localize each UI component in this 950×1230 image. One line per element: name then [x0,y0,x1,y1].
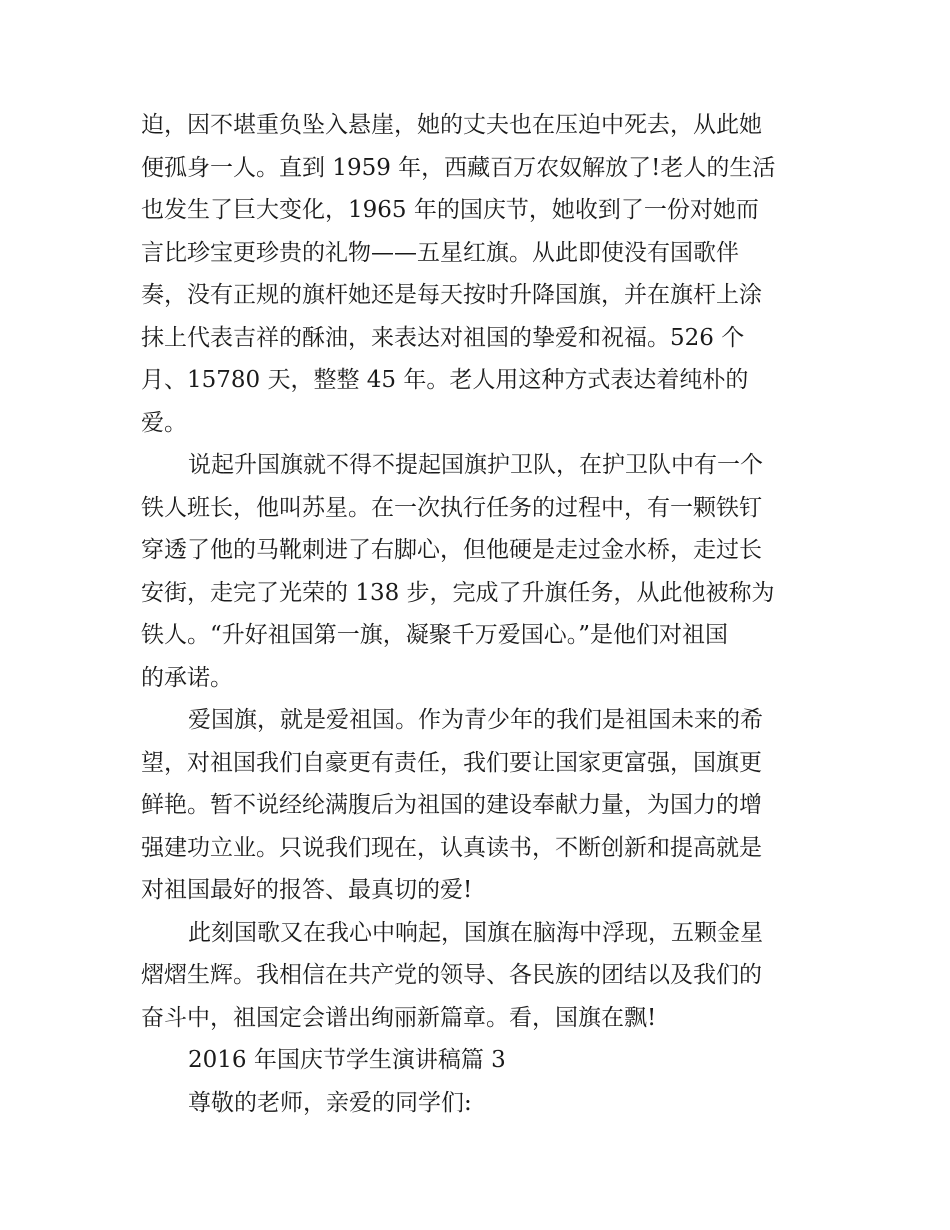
text-line: 铁人班长，他叫苏星。在一次执行任务的过程中，有一颗铁钉 [141,494,762,521]
text-line: 对祖国最好的报答、最真切的爱! [141,877,473,903]
text-line: 尊敬的老师，亲爱的同学们: [188,1089,472,1116]
section-heading [141,1039,821,1082]
paragraph [141,699,821,912]
text-line: 爱国旗，就是爱祖国。作为青少年的我们是祖国未来的希 [188,707,763,733]
salutation [141,1082,821,1125]
text-line: 铁人。“升好祖国第一旗，凝聚千万爱国心。”是他们对祖国 [141,622,729,648]
text-line: 言比珍宝更珍贵的礼物——五星红旗。从此即使没有国歌伴 [141,239,739,266]
text-line: 爱。 [141,409,187,436]
text-line: 月、15780 天，整整 45 年。老人用这种方式表达着纯朴的 [141,367,749,393]
paragraph [141,104,821,444]
paragraph [141,444,821,699]
text-line: 望，对祖国我们自豪更有责任，我们要让国家更富强，国旗更 [141,749,762,776]
text-line: 鲜艳。暂不说经纶满腹后为祖国的建设奉献力量，为国力的增 [141,792,762,818]
text-line: 迫，因不堪重负坠入悬崖，她的丈夫也在压迫中死去，从此她 [141,112,762,138]
text-line: 强建功立业。只说我们现在，认真读书，不断创新和提高就是 [141,834,762,861]
text-line: 便孤身一人。直到 1959 年，西藏百万农奴解放了!老人的生活 [141,154,776,181]
text-line: 奋斗中，祖国定会谱出绚丽新篇章。看，国旗在飘! [141,1004,657,1031]
text-line: 抹上代表吉祥的酥油，来表达对祖国的挚爱和祝福。526 个 [141,324,745,351]
text-line: 奏，没有正规的旗杆她还是每天按时升降国旗，并在旗杆上涂 [141,282,762,308]
paragraph [141,912,821,1040]
text-line: 安街，走完了光荣的 138 步，完成了升旗任务，从此他被称为 [141,579,775,606]
text-line: 的承诺。 [141,664,233,691]
text-line: 2016 年国庆节学生演讲稿篇 3 [188,1047,506,1073]
document-body [141,104,821,1124]
text-line: 穿透了他的马靴刺进了右脚心，但他硬是走过金水桥，走过长 [141,537,762,563]
text-line: 说起升国旗就不得不提起国旗护卫队，在护卫队中有一个 [188,452,763,478]
text-line: 也发生了巨大变化，1965 年的国庆节，她收到了一份对她而 [141,197,759,223]
text-line: 此刻国歌又在我心中响起，国旗在脑海中浮现，五颗金星 [188,919,763,946]
text-line: 熠熠生辉。我相信在共产党的领导、各民族的团结以及我们的 [141,962,762,988]
